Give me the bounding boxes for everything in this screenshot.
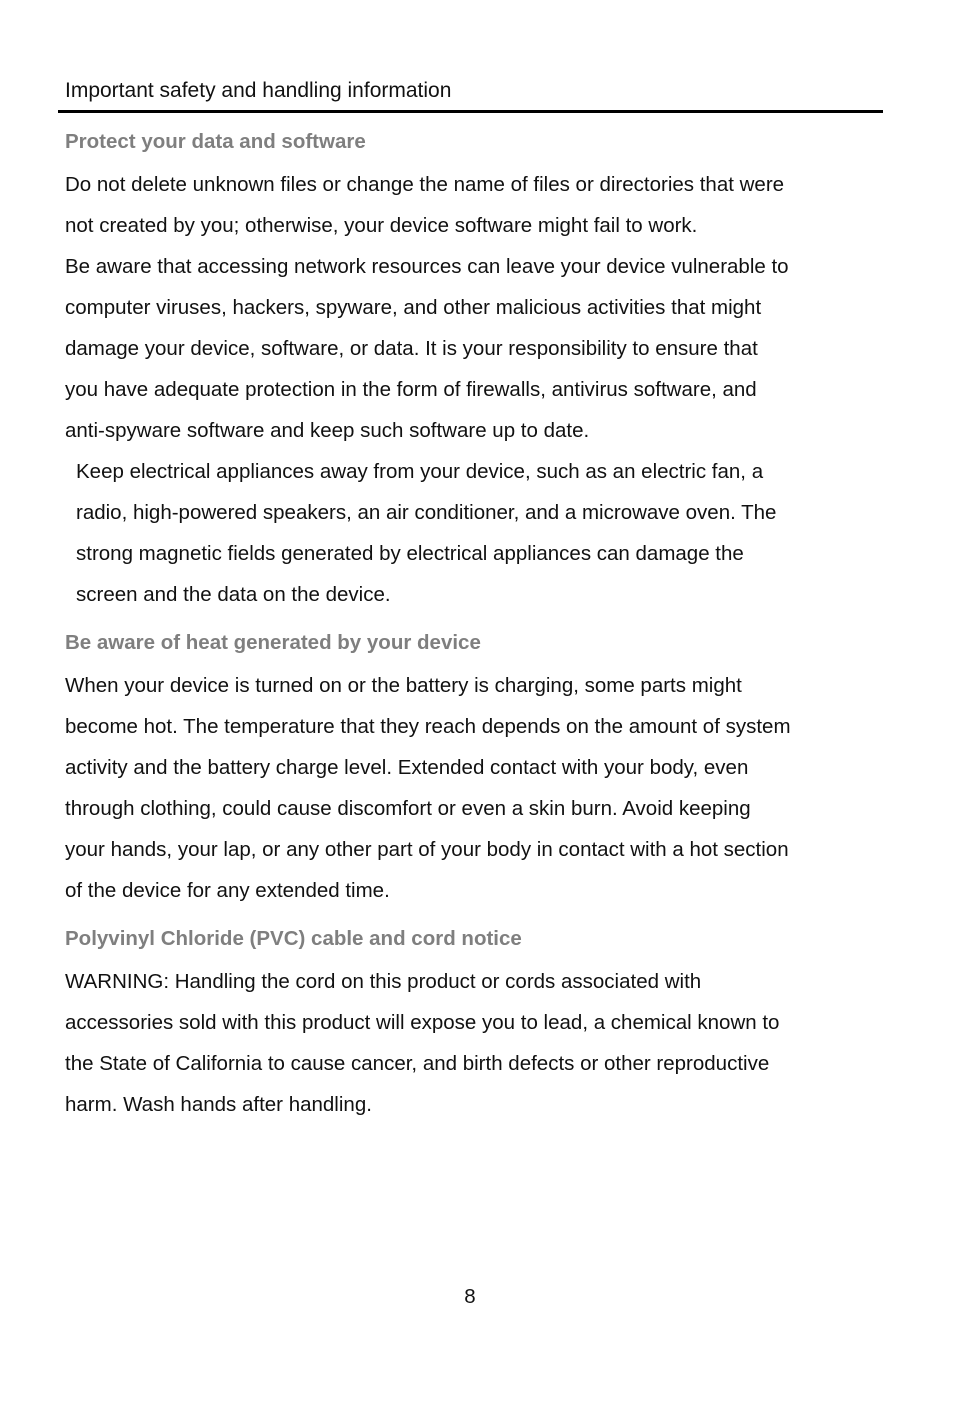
paragraph: Be aware that accessing network resources can leave your device vulnerable to computer viruses, hackers, spyware, and other malicious activities that might damage your device, software, or data. It is your responsibility to ensure that you have adequate protection in the form of firewalls, antivirus software, and anti-spyware software and keep such software up to date. xyxy=(65,255,789,442)
section-pvc-notice xyxy=(65,925,880,1125)
section-heading: Protect your data and software xyxy=(65,130,366,153)
page-content xyxy=(65,128,880,1139)
paragraph: Keep electrical appliances away from your device, such as an electric fan, a radio, high-powered speakers, an air conditioner, and a microwave oven. The strong magnetic fields generated by electrical appliances can damage the screen and the data on the device. xyxy=(76,460,777,606)
paragraph: Do not delete unknown files or change the name of files or directories that were not created by you; otherwise, your device software might fail to work. xyxy=(65,173,785,237)
paragraph: When your device is turned on or the battery is charging, some parts might become hot. The temperature that they reach depends on the amount of system activity and the battery charge level. Extended contact with your body, even through clothing, could cause discomfort or even a skin burn. Avoid keeping your hands, your lap, or any other part of your body in contact with a hot section of the device for any extended time. xyxy=(65,674,791,902)
section-heat xyxy=(65,629,880,911)
section-heading: Polyvinyl Chloride (PVC) cable and cord notice xyxy=(65,927,522,950)
section-protect-data xyxy=(65,128,880,615)
section-heading: Be aware of heat generated by your device xyxy=(65,631,481,654)
paragraph: WARNING: Handling the cord on this product or cords associated with accessories sold with this product will expose you to lead, a chemical known to the State of California to cause cancer, and birth defects or other reproductive harm. Wash hands after handling. xyxy=(65,970,780,1116)
page-number: 8 xyxy=(464,1285,476,1308)
header-rule xyxy=(58,110,883,113)
running-header: Important safety and handling information xyxy=(65,79,452,102)
